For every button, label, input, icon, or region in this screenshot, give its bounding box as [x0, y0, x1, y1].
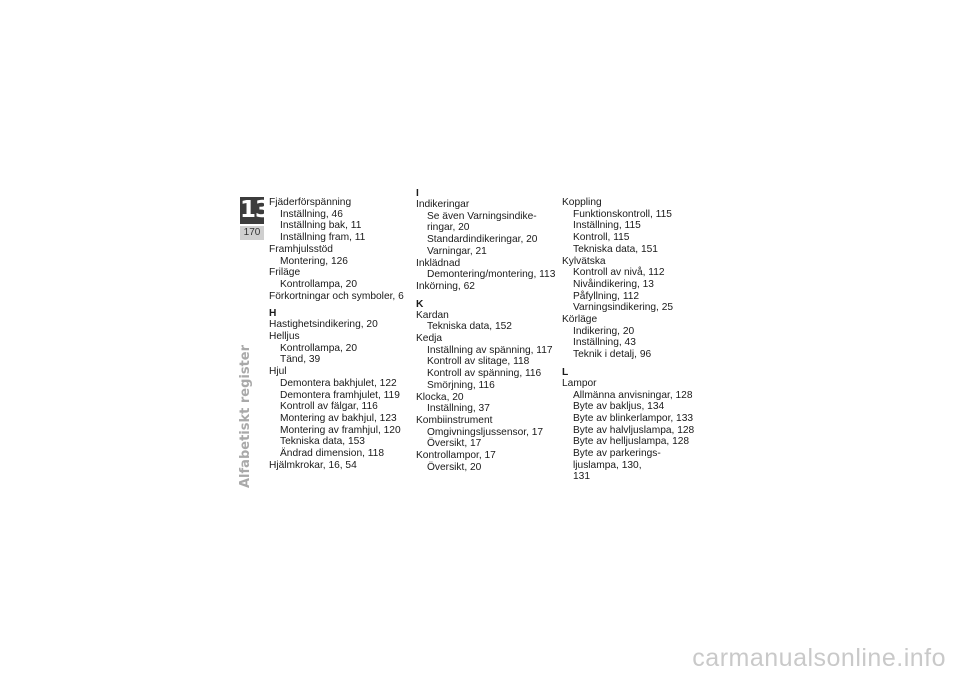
index-entry: Framhjulsstöd [269, 243, 333, 255]
index-subentry: Demontera framhjulet, 119 [280, 389, 400, 401]
index-column-2 [416, 188, 556, 473]
index-subentry: Se även Varningsindike- [427, 210, 537, 222]
chapter-tab [240, 197, 271, 240]
index-subentry: Byte av blinkerlampor, 133 [573, 412, 694, 424]
index-subentry: Demontera bakhjulet, 122 [280, 377, 397, 389]
index-column-1 [269, 197, 409, 471]
index-entry: Fjäderförspänning [269, 197, 352, 208]
chapter-number: 13 [240, 197, 271, 223]
index-subentry: Byte av parkerings- [573, 448, 661, 460]
index-letter-heading: K [416, 298, 424, 310]
index-entry: Kardan [416, 309, 449, 321]
index-subentry: Tekniska data, 151 [573, 243, 658, 255]
index-subentry: Tänd, 39 [280, 354, 321, 366]
index-entry: Hastighetsindikering, 20 [269, 319, 378, 331]
index-subentry: Tekniska data, 152 [427, 321, 512, 333]
index-column-3 [562, 197, 702, 483]
index-entry: Kylvätska [562, 255, 606, 267]
index-entry: Indikeringar [416, 199, 470, 210]
side-title [236, 344, 256, 488]
index-entry: Kombiinstrument [416, 414, 493, 426]
index-subentry: Kontroll av spänning, 116 [427, 368, 542, 380]
watermark: carmanualsonline.info [692, 644, 946, 672]
index-subentry: Nivåindikering, 13 [573, 278, 654, 290]
index-subentry: Kontrollampa, 20 [280, 342, 358, 354]
index-entry: Klocka, 20 [416, 391, 464, 403]
index-entry: Inkörning, 62 [416, 280, 475, 292]
index-entry: Hjul [269, 366, 287, 378]
index-subentry: Smörjning, 116 [427, 379, 495, 391]
index-subentry: Montering av bakhjul, 123 [280, 412, 397, 424]
index-subentry: Demontering/montering, 113 [427, 269, 556, 281]
index-subentry: Kontroll av slitage, 118 [427, 356, 530, 368]
index-subentry: Varningar, 21 [427, 245, 487, 257]
index-subentry: Montering, 126 [280, 255, 348, 267]
index-subentry: Inställning, 37 [427, 403, 490, 415]
index-subentry: Omgivningsljussensor, 17 [427, 426, 544, 438]
index-letter-heading: L [562, 366, 569, 378]
index-subentry: Byte av helljuslampa, 128 [573, 436, 690, 448]
index-entry: Förkortningar och symboler, 6 [269, 290, 404, 302]
index-subentry: Byte av halvljuslampa, 128 [573, 424, 695, 436]
index-subentry: Tekniska data, 153 [280, 436, 365, 448]
index-subentry: Teknik i detalj, 96 [573, 349, 652, 361]
index-subentry: Allmänna anvisningar, 128 [573, 389, 693, 401]
index-subentry: Kontroll, 115 [573, 232, 630, 244]
index-subentry: 131 [573, 471, 590, 483]
index-subentry: Inställning, 43 [573, 337, 636, 349]
index-subentry: ljuslampa, 130, [573, 459, 642, 471]
index-entry: Kontrollampor, 17 [416, 450, 496, 462]
index-subentry: Byte av bakljus, 134 [573, 401, 665, 413]
index-letter-heading: H [269, 308, 277, 320]
index-entry: Friläge [269, 267, 301, 279]
index-subentry: Översikt, 17 [427, 438, 482, 450]
index-subentry: Påfyllning, 112 [573, 290, 640, 302]
index-subentry: Inställning fram, 11 [280, 232, 366, 244]
index-subentry: Kontroll av fälgar, 116 [280, 401, 378, 413]
index-entry: Körläge [562, 314, 598, 326]
side-title-text: Alfabetiskt register [238, 344, 253, 488]
index-entry: Hjälmkrokar, 16, 54 [269, 459, 357, 471]
index-subentry: Inställning av spänning, 117 [427, 344, 553, 356]
index-subentry: Standardindikeringar, 20 [427, 234, 538, 246]
index-subentry: Översikt, 20 [427, 461, 482, 473]
page-number: 170 [240, 226, 264, 240]
index-subentry: Kontroll av nivå, 112 [573, 267, 665, 279]
index-subentry: Ändrad dimension, 118 [280, 448, 385, 460]
index-subentry: Funktionskontroll, 115 [573, 208, 672, 220]
index-subentry: Inställning, 115 [573, 220, 641, 232]
index-subentry: ringar, 20 [427, 222, 470, 234]
index-subentry: Kontrollampa, 20 [280, 278, 358, 290]
index-subentry: Montering av framhjul, 120 [280, 424, 401, 436]
index-letter-heading: I [416, 188, 419, 199]
index-entry: Lampor [562, 377, 597, 389]
index-subentry: Indikering, 20 [573, 325, 635, 337]
index-entry: Inklädnad [416, 257, 461, 269]
index-subentry: Varningsindikering, 25 [573, 302, 674, 314]
index-subentry: Inställning, 46 [280, 208, 343, 220]
index-entry: Koppling [562, 197, 602, 208]
index-entry: Helljus [269, 331, 300, 343]
index-entry: Kedja [416, 333, 443, 345]
index-subentry: Inställning bak, 11 [280, 220, 362, 232]
